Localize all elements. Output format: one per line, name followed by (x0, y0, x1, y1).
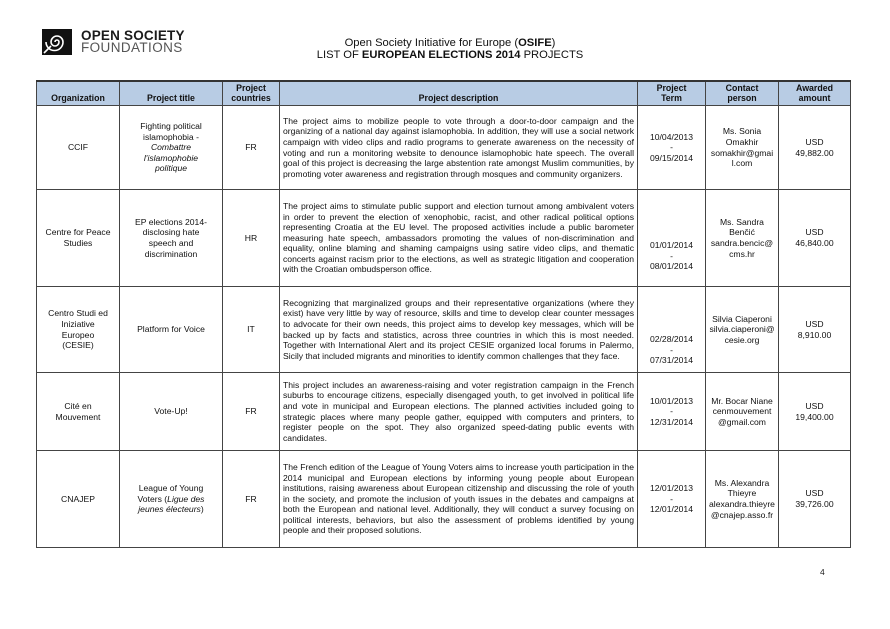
description-cell: The project aims to mobilize people to vote through a door-to-door campaign and the organizing of a national day against islamophobia. In addition, they will use a social network campaign with video clips and radio programs to generate awareness on the necessity of voting and run a monitoring website to denounce islamophobic hate speech. The overall goal of this project is decreasing the large abstention rate amongst Muslim communities, by promoting voter awareness and registration through mosques and community organizers. (280, 106, 638, 190)
project-title-cell: Fighting political islamophobia - Combattre l'islamophobie politique (120, 106, 223, 190)
country-cell: FR (223, 451, 280, 548)
title-line-1: Open Society Initiative for Europe (OSIFE) (344, 37, 556, 49)
description-cell: The French edition of the League of Young Voters aims to increase youth participation in the 2014 municipal and European elections by informing young people about European institutions, raising awareness about European citizenship and discussing the role of youth in the society, and promote the inclusion of youth issues in the debates and campaigns at both the European and national level. Additionally, they will conduct a survey focusing on political interests, behaviors, but also the assessment of problems identified by young people and their proposed solutions. (280, 451, 638, 548)
term-cell: 12/01/2013 - 12/01/2014 (638, 451, 706, 548)
country-cell: FR (223, 106, 280, 190)
project-title-cell: Vote-Up! (120, 373, 223, 451)
country-cell: IT (223, 287, 280, 373)
project-title-cell: Platform for Voice (120, 287, 223, 373)
col-header-term: Project Term (638, 81, 706, 106)
country-cell: HR (223, 190, 280, 287)
description-cell: Recognizing that marginalized groups and their representative organizations (where they exist) have very little by way of resource, skills and time to develop clear counter messages to advocate for their own needs, this project aims to develop key messages, which will be backed up by facts and statistics, across three countries in which this is most needed. Together with International Alert and its project CESIE organized local forums in Palermo, Sicily that included migrants and minorities to identify common challenges that they face. (280, 287, 638, 373)
organization-cell: Cité en Mouvement (37, 373, 120, 451)
description-cell: The project aims to stimulate public support and election turnout among ambivalent voters in order to prevent the election of xenophobic, racist, and other radical political options representing Croatia at the EU level. The proposed activities include a public barometer measuring hate speech, ambassadors promoting the values of non-discrimination and equality, online blaming and shaming campaigns using satire video clips, and thematic concerts against racism prior to the elections, as well as strategic litigation and cooperation with the Croatian ombudsperson office. (280, 190, 638, 287)
col-header-project-title: Project title (120, 81, 223, 106)
col-header-amount: Awarded amount (779, 81, 851, 106)
description-cell: This project includes an awareness-raising and voter registration campaign in the French suburbs to encourage citizens, especially disengaged youth, to get involved in political life and vote in municipal and European elections. The planned activities included going to strategic places where many people gather, equipped with computers and printers, to register people on the spot. They also organized speed-dating public events with candidates. (280, 373, 638, 451)
col-header-contact: Contact person (706, 81, 779, 106)
table-row (37, 451, 851, 548)
term-cell: 10/01/2013 - 12/31/2014 (638, 373, 706, 451)
contact-cell: Ms. Alexandra Thieyre alexandra.thieyre@cnajep.asso.fr (706, 451, 779, 548)
open-society-logo (42, 29, 185, 55)
contact-cell: Mr. Bocar Niane cenmouvement@gmail.com (706, 373, 779, 451)
col-header-countries: Project countries (223, 81, 280, 106)
amount-cell: USD 49,882.00 (779, 106, 851, 190)
organization-cell: CNAJEP (37, 451, 120, 548)
project-title-cell: League of Young Voters (Ligue des jeunes électeurs) (120, 451, 223, 548)
document-title (240, 37, 660, 61)
term-cell: 02/28/2014 - 07/31/2014 (638, 287, 706, 373)
logo-text-line2: FOUNDATIONS (81, 40, 183, 55)
table-row (37, 106, 851, 190)
term-cell: 10/04/2013 - 09/15/2014 (638, 106, 706, 190)
amount-cell: USD 8,910.00 (779, 287, 851, 373)
col-header-description: Project description (280, 81, 638, 106)
amount-cell: USD 46,840.00 (779, 190, 851, 287)
amount-cell: USD 39,726.00 (779, 451, 851, 548)
logo-text-line1: OPEN SOCIETY (81, 28, 185, 43)
organization-cell: CCIF (37, 106, 120, 190)
organization-cell: Centre for Peace Studies (37, 190, 120, 287)
table-header-row (37, 81, 851, 106)
col-header-organization: Organization (37, 81, 120, 106)
page-number: 4 (820, 567, 825, 577)
project-title-cell: EP elections 2014-disclosing hate speech and discrimination (120, 190, 223, 287)
contact-cell: Silvia Ciaperoni silvia.ciaperoni@cesie.org (706, 287, 779, 373)
spiral-logo-icon (42, 29, 72, 55)
table-row (37, 373, 851, 451)
country-cell: FR (223, 373, 280, 451)
organization-cell: Centro Studi ed Iniziative Europeo (CESIE) (37, 287, 120, 373)
table-row (37, 287, 851, 373)
table-row (37, 190, 851, 287)
projects-table (36, 80, 851, 548)
amount-cell: USD 19,400.00 (779, 373, 851, 451)
title-line-2: LIST OF EUROPEAN ELECTIONS 2014 PROJECTS (316, 49, 584, 61)
contact-cell: Ms. Sandra Benčić sandra.bencic@cms.hr (706, 190, 779, 287)
contact-cell: Ms. Sonia Omakhir somakhir@gmail.com (706, 106, 779, 190)
term-cell: 01/01/2014 - 08/01/2014 (638, 190, 706, 287)
